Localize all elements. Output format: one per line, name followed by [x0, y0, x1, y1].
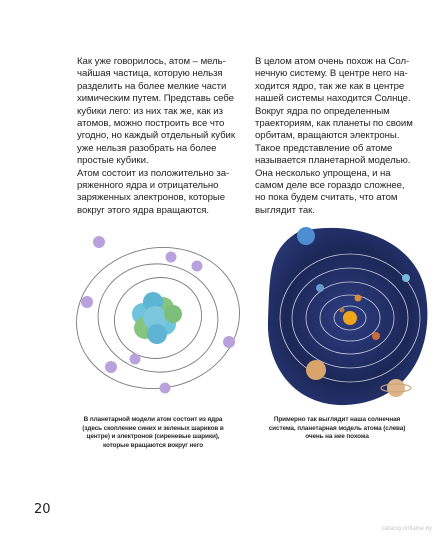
- caption-solar-system: Примерно так выглядит наша солнечная система, планетарная модель атома (слева) очень на нее похожа: [268, 416, 406, 441]
- right-paragraph-1: В целом атом очень похож на Солнечную систему. В центре него находится ядро, так же как в центре нашей системы находится Солнце. Вокруг ядра по определенным траекториям, как планеты по своим орбитам, вращаются электроны. Такое представление об атоме называется планетарной моделью. Она несколько упрощена, и на самом деле все гораздо сложнее, но пока будем считать, что атом выглядит так.: [255, 56, 413, 216]
- sun: [343, 311, 357, 325]
- page-number: 20: [34, 502, 51, 517]
- caption-atom: В планетарной модели атом состоит из ядра (здесь скопление синих и зеленых шариков в центре) и электронов (сиреневые шарики), которые вращаются вокруг него: [82, 416, 224, 449]
- solar-system-illustration: [258, 220, 438, 410]
- right-text-column: [255, 56, 413, 217]
- left-paragraph-2: Атом состоит из положительно заряженного ядра и отрицательно заряженных электронов, которые вокруг этого ядра вращаются.: [77, 167, 230, 216]
- watermark: catalog.oriflame.by: [381, 526, 432, 532]
- left-text-column: [77, 56, 237, 217]
- left-paragraph-1: Как уже говорилось, атом – мельчайшая частица, которую нельзя разделить на более мелкие части химическим путем. Представь себе кубики лего: из них так же, как из атомов, можно построить все что угодно, но каждый отдельный кубик уже нельзя разобрать на более простые кубики.: [77, 56, 235, 167]
- nucleus: [132, 292, 182, 344]
- atom-illustration: [65, 222, 265, 412]
